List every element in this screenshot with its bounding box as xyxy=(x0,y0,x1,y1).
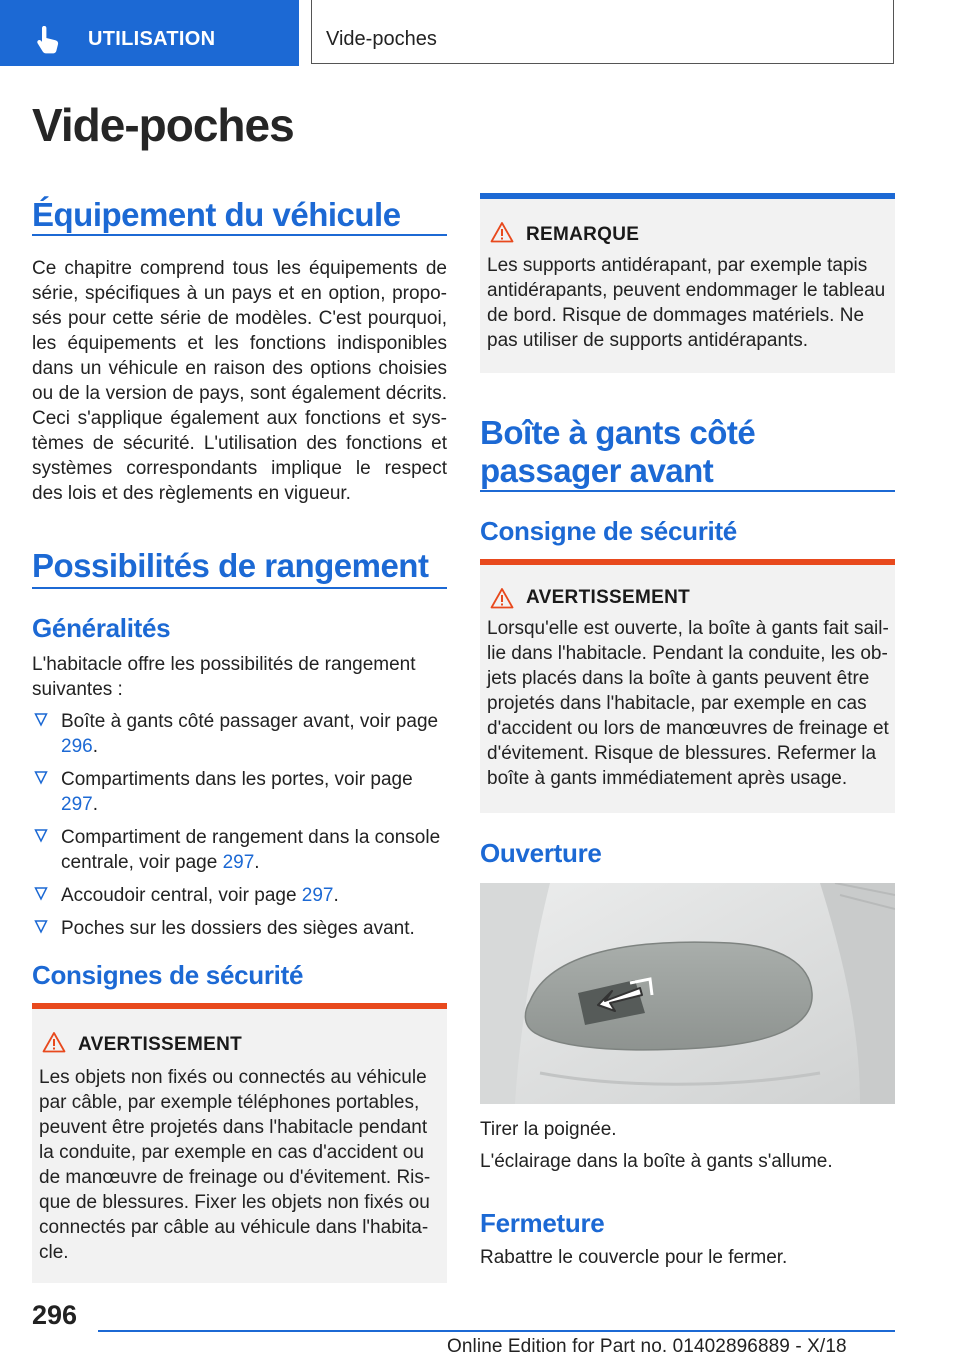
list-item xyxy=(32,883,447,908)
warning-triangle-icon xyxy=(490,587,514,609)
list-item-text: Compartiment de rangement dans la console centrale, voir page xyxy=(61,827,441,873)
warning-text: Lorsqu'elle est ouverte, la boîte à gants fait saillie dans l'habitacle. Pendant la conduite, les objets placés dans la boîte à gants peuvent être projetés dans l'habitacle, par exemple en cas d'accident ou lors de manœuvres de freinage et d'évitement. Risque de blessures. Refermer la boîte à gants immédiatement après usage. xyxy=(487,618,889,789)
page-link[interactable]: 297 xyxy=(301,885,334,906)
list-item-text: Compartiments dans les portes, voir page xyxy=(61,769,413,790)
warning-bar xyxy=(32,1003,447,1009)
triangle-bullet-icon xyxy=(34,770,48,786)
list-item-text: Poches sur les dossiers des sièges avant. xyxy=(61,918,415,939)
storage-list xyxy=(32,709,447,941)
list-item xyxy=(32,825,447,875)
list-item-text: Accoudoir central, voir page xyxy=(61,885,302,906)
hand-pointer-icon xyxy=(36,26,62,54)
warning-box xyxy=(480,559,895,813)
topic-label: Vide-poches xyxy=(326,28,437,50)
topic-box xyxy=(311,0,894,64)
page-number: 296 xyxy=(32,1300,78,1330)
opening-heading: Ouverture xyxy=(480,838,602,868)
page-link[interactable]: 296 xyxy=(61,736,93,757)
note-bar xyxy=(480,193,895,199)
general-heading: Généralités xyxy=(32,613,171,643)
warning-bar xyxy=(480,559,895,565)
triangle-bullet-icon xyxy=(34,886,48,902)
page-link[interactable]: 297 xyxy=(61,794,93,815)
closing-text: Rabattre le couvercle pour le fermer. xyxy=(480,1247,788,1268)
glovebox-photo xyxy=(480,883,895,1104)
triangle-bullet-icon xyxy=(34,712,48,728)
list-item-end: . xyxy=(92,794,98,815)
equipment-heading: Équipement du véhicule xyxy=(32,196,401,233)
warning-box xyxy=(32,1003,447,1283)
note-box xyxy=(480,193,895,373)
triangle-bullet-icon xyxy=(34,919,48,935)
list-item xyxy=(32,767,447,817)
list-item-end: . xyxy=(254,852,260,873)
heading-rule xyxy=(32,587,447,589)
list-item xyxy=(32,709,447,759)
note-text: Les supports antidérapant, par exemple tapis antidérapants, peuvent endommager le tableau de bord. Risque de dommages matériels. Ne pas utiliser de supports antidérapants. xyxy=(487,255,886,351)
safety-note-heading: Consigne de sécurité xyxy=(480,516,737,546)
warning-triangle-icon xyxy=(42,1031,66,1053)
warning-title: AVERTISSEMENT xyxy=(526,587,691,608)
heading-rule xyxy=(32,234,447,236)
equipment-paragraph: Ce chapitre comprend tous les équipements de série, spécifiques à un pays et en option, proposés pour cette série de modèles. C'est pourquoi, les équipements et les fonctions indisponibles dans un véhicule en raison des options choisies ou de la version de pays, sont également décrits. Ceci s'applique également aux fonctions et systèmes de sécurité. L'utilisation des fonctions et systèmes correspondants implique le respect des lois et des règlements en vigueur. xyxy=(32,258,447,504)
list-item-end: . xyxy=(92,736,98,757)
section-tab xyxy=(0,0,299,66)
page-link[interactable]: 297 xyxy=(222,852,255,873)
warning-title: AVERTISSEMENT xyxy=(78,1034,243,1055)
page-title: Vide-poches xyxy=(32,99,294,151)
closing-heading: Fermeture xyxy=(480,1208,605,1238)
list-item-text: Boîte à gants côté passager avant, voir page xyxy=(61,711,439,732)
heading-rule xyxy=(480,490,895,492)
general-intro: L'habitacle offre les possibilités de rangement suivantes : xyxy=(32,654,416,700)
warning-triangle-icon xyxy=(490,221,514,243)
safety-heading: Consignes de sécurité xyxy=(32,960,304,990)
opening-step: Tirer la poignée. xyxy=(480,1119,617,1140)
warning-text: Les objets non fixés ou connectés au véhicule par câble, par exemple téléphones portables, peuvent être projetés dans l'habitacle pendant la conduite, par exemple en cas d'accident ou de manœuvre de freinage ou d'évitement. Risque de blessures. Fixer les objets non fixés ou connectés par câble au véhicule dans l'habitacle. xyxy=(39,1067,431,1263)
glovebox-illustration xyxy=(480,883,895,1104)
opening-result: L'éclairage dans la boîte à gants s'allume. xyxy=(480,1151,833,1172)
triangle-bullet-icon xyxy=(34,828,48,844)
footer-rule xyxy=(98,1330,895,1332)
note-title: REMARQUE xyxy=(526,224,640,245)
footer-edition: Online Edition for Part no. 01402896889 - X/18 xyxy=(447,1336,847,1357)
list-item xyxy=(32,916,447,941)
section-label: UTILISATION xyxy=(88,28,216,50)
glovebox-heading: Boîte à gants côté passager avant xyxy=(480,414,756,489)
storage-heading: Possibilités de rangement xyxy=(32,547,429,584)
list-item-end: . xyxy=(333,885,339,906)
